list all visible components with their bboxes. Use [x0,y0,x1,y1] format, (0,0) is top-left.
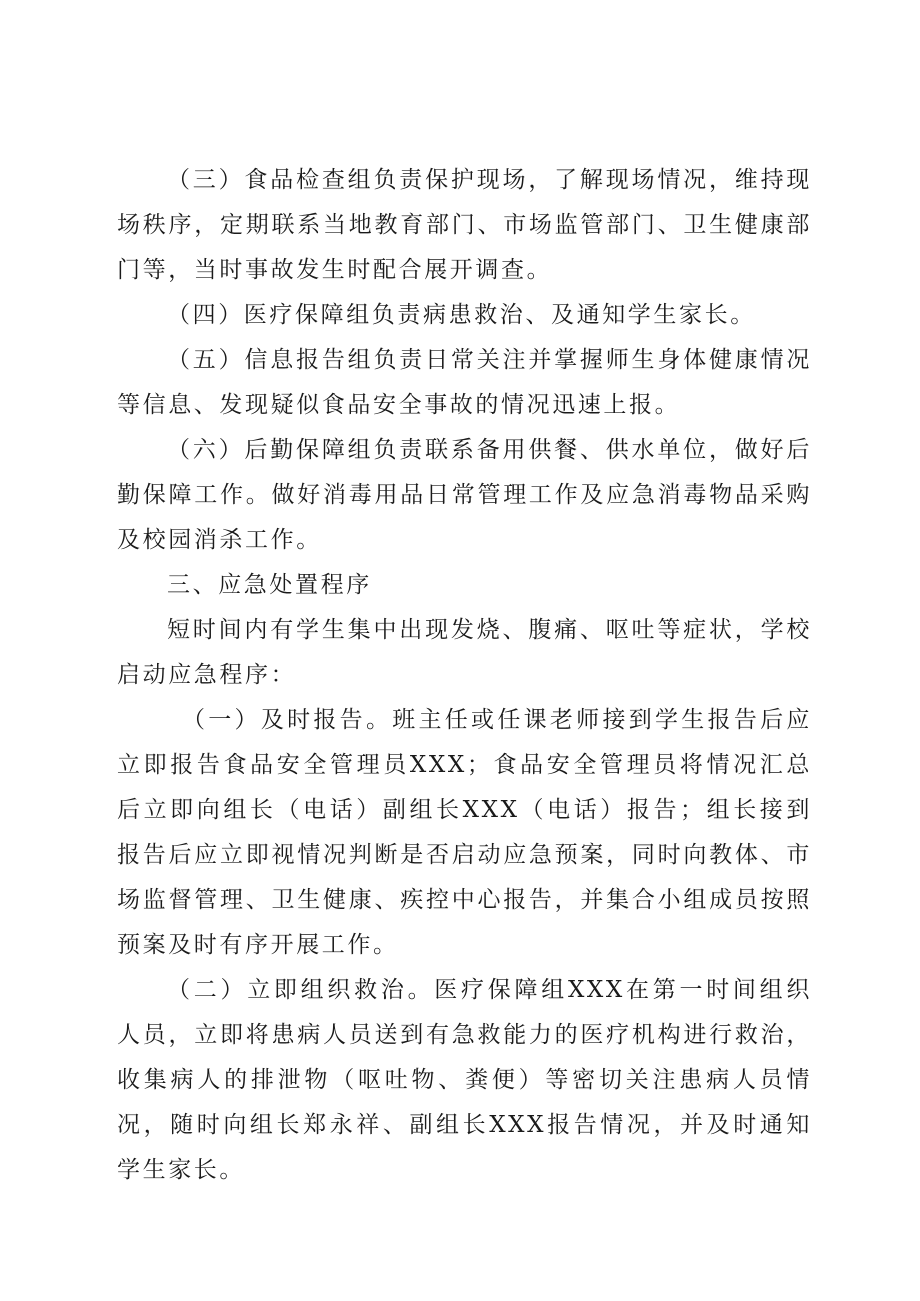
paragraph-medical-support-group: （四）医疗保障组负责病患救治、及通知学生家长。 [167,302,756,328]
paragraph-logistics-support-group: （六）后勤保障组负责联系备用供餐、供水单位，做好后勤保障工作。做好消毒用品日常管理工作及应急消毒物品采购及校园消杀工作。 [117,437,812,553]
paragraph-procedure-intro: 短时间内有学生集中出现发烧、腹痛、呕吐等症状，学校启动应急程序： [117,617,812,688]
paragraph-information-report-group: （五）信息报告组负责日常关注并掌握师生身体健康情况等信息、发现疑似食品安全事故的情况迅速上报。 [117,347,812,418]
section-heading-emergency-procedure: 三、应急处置程序 [167,572,372,598]
paragraph-organize-treatment: （二）立即组织救治。医疗保障组XXX在第一时间组织人员，立即将患病人员送到有急救能力的医疗机构进行救治，收集病人的排泄物（呕吐物、粪便）等密切关注患病人员情况，随时向组长郑永祥、副组长XXX报告情况，并及时通知学生家长。 [117,977,812,1183]
document-body [117,158,812,1193]
paragraph-food-inspection-group: （三）食品检查组负责保护现场，了解现场情况，维持现场秩序，定期联系当地教育部门、市场监管部门、卫生健康部门等，当时事故发生时配合展开调查。 [117,167,812,283]
paragraph-timely-report: （一）及时报告。班主任或任课老师接到学生报告后应立即报告食品安全管理员XXX；食品安全管理员将情况汇总后立即向组长（电话）副组长XXX（电话）报告；组长接到报告后应立即视情况判断是否启动应急预案，同时向教体、市场监督管理、卫生健康、疾控中心报告，并集合小组成员按照预案及时有序开展工作。 [117,707,812,958]
